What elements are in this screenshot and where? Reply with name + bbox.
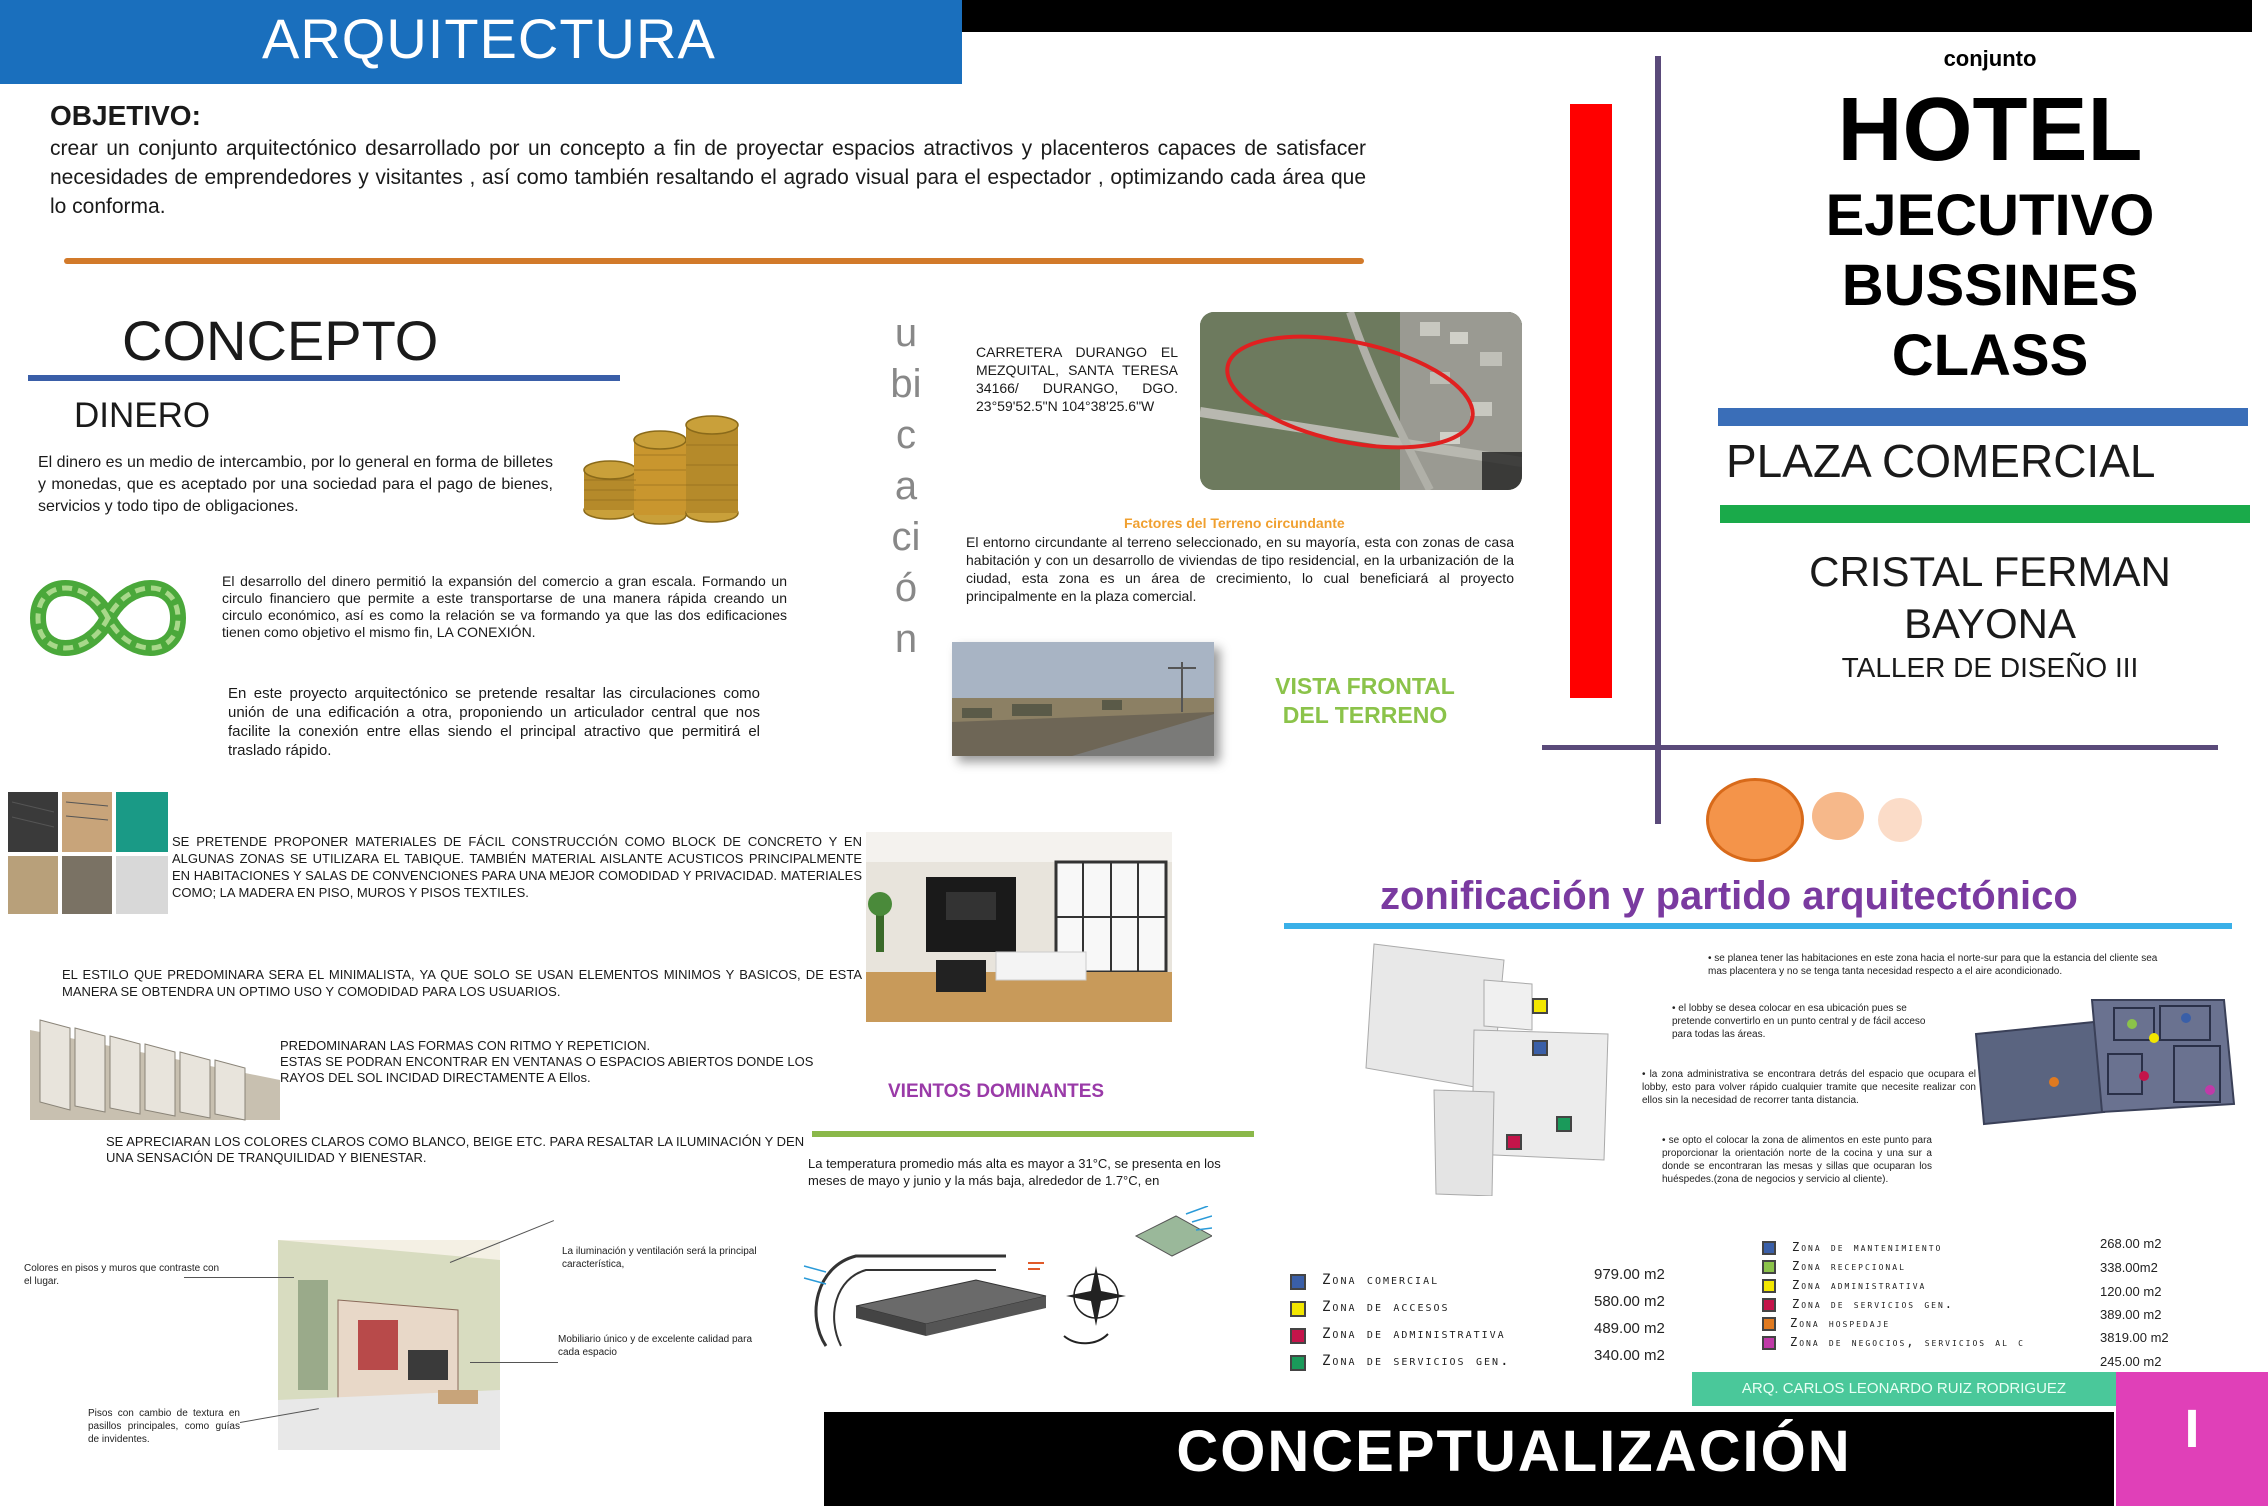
- vertical-divider-line: [1655, 56, 1661, 824]
- zoning-sketch-diagram: [1364, 940, 1624, 1196]
- ubicacion-letter: a: [894, 464, 918, 508]
- zone-marker-administrativa: [1506, 1134, 1522, 1150]
- horizontal-divider-line: [1542, 745, 2218, 750]
- hotel-title-line2: EJECUTIVO: [1825, 183, 2155, 248]
- legend-label: Zona de mantenimiento: [1792, 1240, 1943, 1254]
- coins-image: [580, 415, 750, 530]
- ubicacion-letter: u: [894, 311, 918, 355]
- note-leader: [184, 1277, 294, 1278]
- legend-row: [1762, 1335, 2182, 1369]
- zoning-bullet-text: se planea tener las habitaciones en este zona hacia el norte-sur para que la estancia del cliente sea mas placentera y no se tenga tanta necesidad respecto a el aire acondicionado.: [1708, 953, 2158, 977]
- decorative-circle: [1706, 778, 1804, 862]
- legend-value: 3819.00 m2: [2100, 1330, 2169, 1345]
- vientos-text: La temperatura promedio más alta es mayor a 31°C, se presenta en los meses de mayo y junio y la más baja, alrededor de 1.7°C, en: [808, 1156, 1221, 1188]
- legend-label: Zona recepcional: [1792, 1259, 1906, 1273]
- legend-label: Zona de administrativa: [1322, 1326, 1506, 1342]
- money-infinity-icon: [28, 568, 188, 668]
- zone-marker-accesos: [1532, 998, 1548, 1014]
- formas-text: PREDOMINARAN LAS FORMAS CON RITMO Y REPETICION. ESTAS SE PODRAN ENCONTRAR EN VENTANAS O ESPACIOS ABIERTOS DONDE LOS RAYOS DEL SOL INCIDAD DIRECTAMENTE A Ellos.: [280, 1038, 814, 1085]
- objetivo-text: crear un conjunto arquitectónico desarrollado por un concepto a fin de proyectar espacios atractivos y placenteros capaces de satisfacer necesidades de emprendedores y visitantes , así como también resaltando el agrado visual para el espectador , optimizando cada área que lo conforma.: [50, 137, 1366, 218]
- legend-swatch: [1762, 1336, 1776, 1350]
- zone-marker-comercial: [1532, 1040, 1548, 1056]
- frontal-view-image: [952, 642, 1214, 756]
- legend-swatch: [1762, 1279, 1776, 1293]
- author-name-line2: BAYONA: [1904, 600, 2076, 647]
- zoning-legend-1: [1290, 1266, 1680, 1380]
- rhythm-facade-image: [30, 1010, 280, 1130]
- colores-text: SE APRECIARAN LOS COLORES CLAROS COMO BLANCO, BEIGE ETC. PARA RESALTAR LA ILUMINACIÓN Y DEN UNA SENSACIÓN DE TRANQUILIDAD Y BIENESTAR.: [106, 1134, 805, 1165]
- concepto-underline: [28, 375, 620, 381]
- legend-value: 120.00 m2: [2100, 1284, 2162, 1299]
- red-accent-bar: [1570, 104, 1612, 698]
- zone-marker-servicios: [1556, 1116, 1572, 1132]
- legend-label: Zona de servicios gen.: [1792, 1297, 1955, 1311]
- conjunto-label: conjunto: [1943, 46, 2037, 71]
- legend-value: 340.00 m2: [1594, 1347, 1665, 1364]
- objetivo-divider: [64, 258, 1364, 264]
- zoning-bullet: • el lobby se desea colocar en esa ubicación pues se pretende convertirlo en un punto central y de fácil acceso para todas las áreas.: [1672, 1003, 1926, 1040]
- legend-swatch: [1762, 1317, 1776, 1331]
- zoning-bullet-text: la zona administrativa se encontrara detrás del espacio que ocupara el lobby, esto para volver rápido cualquier tramite que necesite realizar con ellos sin la necesidad de recorrer tanta distancia.: [1642, 1069, 1976, 1106]
- decorative-circle: [1812, 792, 1864, 840]
- legend-swatch: [1290, 1328, 1306, 1344]
- page-number: I: [2184, 1399, 2200, 1459]
- note-pisos: Pisos con cambio de textura en pasillos principales, como guías de invidentes.: [88, 1408, 240, 1445]
- legend-value: 389.00 m2: [2100, 1307, 2162, 1322]
- materials-samples-image: [8, 792, 168, 914]
- header-title: ARQUITECTURA: [262, 7, 716, 70]
- objetivo-heading: OBJETIVO:: [50, 100, 201, 131]
- note-iluminacion: La iluminación y ventilación será la principal característica,: [562, 1246, 757, 1270]
- materiales-text: SE PRETENDE PROPONER MATERIALES DE FÁCIL CONSTRUCCIÓN COMO BLOCK DE CONCRETO Y EN ALGUNAS ZONAS SE UTILIZARA EL TABIQUE. TAMBIÉN MATERIAL AISLANTE ACUSTICOS PRINCIPALMENTE EN HABITACIONES Y SALAS DE CONVENCIONES PARA UNA MEJOR COMODIDAD Y PRIVACIDAD. MATERIALES COMO; LA MADERA EN PISO, MUROS Y PISOS TEXTILES.: [172, 834, 862, 900]
- zoning-bullet-text: se opto el colocar la zona de alimentos en este punto para proporcionar la orientación norte de la cocina y una sur a donde se encontraran las mesas y sillas que ocuparan los huéspedes.(zona de negocios y servicio al cliente).: [1662, 1135, 1932, 1185]
- legend-swatch: [1290, 1274, 1306, 1290]
- living-room-image: [866, 832, 1172, 1022]
- factores-title: Factores del Terreno circundante: [1124, 515, 1345, 531]
- site-address: CARRETERA DURANGO EL MEZQUITAL, SANTA TERESA 34166/ DURANGO, DGO. 23°59'52.5"N 104°38'25.6"W: [976, 344, 1178, 414]
- ubicacion-letter: bi: [890, 362, 922, 406]
- wind-diagram: [796, 1206, 1212, 1356]
- ubicacion-letter: ó: [894, 566, 918, 610]
- legend-swatch: [1290, 1301, 1306, 1317]
- ubicacion-letter: ci: [891, 515, 921, 559]
- dinero-desarrollo-text: El desarrollo del dinero permitió la expansión del comercio a gran escala. Formando un circulo financiero que permite a este transportarse de una manera rápida creando un circulo económico, así es como la relación se va formando ya que las dos edificaciones tienen como objetivo el mismo fin, LA CONEXIÓN.: [222, 573, 787, 640]
- concepto-heading: CONCEPTO: [122, 309, 439, 372]
- author-name-line1: CRISTAL FERMAN: [1809, 548, 2171, 595]
- legend-swatch: [1762, 1298, 1776, 1312]
- legend-swatch: [1762, 1260, 1776, 1274]
- hotel-title-line3: BUSSINES: [1841, 253, 2139, 318]
- plaza-top-bar: [1718, 408, 2248, 426]
- legend-value: 268.00 m2: [2100, 1236, 2162, 1251]
- legend-swatch: [1762, 1241, 1776, 1255]
- legend-value: 338.00m2: [2100, 1260, 2158, 1275]
- zoning-bullet: • se opto el colocar la zona de alimentos en este punto para proporcionar la orientación norte de la cocina y una sur a donde se encontraran las mesas y sillas que ocuparan los huéspedes.(zona de negocios y servicio al cliente).: [1662, 1135, 1932, 1185]
- satellite-map-image: [1200, 312, 1522, 490]
- ubicacion-letter: n: [894, 617, 918, 661]
- legend-row: [1762, 1297, 2182, 1322]
- legend-label: Zona de servicios gen.: [1322, 1353, 1511, 1369]
- factores-text: El entorno circundante al terreno seleccionado, en su mayoría, esta con zonas de casa habitación y con un desarrollo de viviendas de tipo residencial, en la urbanización de la ciudad, esta zona es un área de crecimiento, lo cual beneficiará al proyecto principalmente en la plaza comercial.: [966, 534, 1514, 604]
- plaza-bottom-bar: [1720, 505, 2250, 523]
- vista-frontal-label: VISTA FRONTAL DEL TERRENO: [1275, 673, 1455, 728]
- professor-badge: ARQ. CARLOS LEONARDO RUIZ RODRIGUEZ: [1692, 1372, 2116, 1406]
- legend-value: 580.00 m2: [1594, 1293, 1665, 1310]
- hotel-title-line4: CLASS: [1891, 323, 2089, 388]
- zoning-bullet: • la zona administrativa se encontrara detrás del espacio que ocupara el lobby, esto para volver rápido cualquier tramite que necesite realizar con ellos sin la necesidad de recorrer tanta distancia.: [1642, 1069, 1976, 1106]
- dinero-heading: DINERO: [74, 396, 211, 435]
- zoning-bullet-text: el lobby se desea colocar en esa ubicación pues se pretende convertirlo en un punto central y de fácil acceso para todas las áreas.: [1672, 1003, 1926, 1040]
- legend-label: Zona de negocios, servicios al c: [1790, 1335, 2025, 1349]
- decorative-circle: [1878, 798, 1922, 842]
- hotel-title: HOTEL: [1837, 80, 2143, 180]
- footer-title: CONCEPTUALIZACIÓN: [1176, 1419, 1852, 1484]
- dinero-text: El dinero es un medio de intercambio, por lo general en forma de billetes y monedas, que es aceptado por una sociedad para el pago de bienes, servicios y todo tipo de obligaciones.: [38, 454, 553, 515]
- legend-value: 489.00 m2: [1594, 1320, 1665, 1337]
- ubicacion-vertical-title: [884, 308, 928, 665]
- note-leader: [470, 1362, 558, 1363]
- legend-row: [1762, 1236, 2182, 1259]
- zonificacion-underline: [1284, 923, 2232, 929]
- vientos-title: VIENTOS DOMINANTES: [888, 1081, 1105, 1102]
- zoning-bullet: • se planea tener las habitaciones en este zona hacia el norte-sur para que la estancia del cliente sea mas placentera y no se tenga tanta necesidad respecto a el aire acondicionado.: [1708, 953, 2158, 977]
- legend-value: 245.00 m2: [2100, 1354, 2162, 1369]
- legend-swatch: [1290, 1355, 1306, 1371]
- legend-label: Zona hospedaje: [1790, 1316, 1891, 1330]
- vientos-divider: [812, 1131, 1254, 1137]
- note-colores: Colores en pisos y muros que contraste con el lugar.: [24, 1263, 220, 1287]
- course-label: TALLER DE DISEÑO III: [1841, 652, 2139, 683]
- legend-row: [1762, 1259, 2182, 1278]
- note-mobiliario: Mobiliario único y de excelente calidad para cada espacio: [558, 1334, 753, 1358]
- ubicacion-letter: c: [896, 413, 916, 457]
- legend-label: Zona de accesos: [1322, 1299, 1450, 1315]
- interior-render-image: [278, 1240, 500, 1450]
- zoning-plan-diagram: [1974, 994, 2250, 1130]
- plaza-comercial-label: PLAZA COMERCIAL: [1726, 435, 2156, 487]
- estilo-text: EL ESTILO QUE PREDOMINARA SERA EL MINIMALISTA, YA QUE SOLO SE USAN ELEMENTOS MINIMOS Y BASICOS, DE ESTA MANERA SE OBTENDRA UN OPTIMO USO Y COMODIDAD PARA LOS USUARIOS.: [62, 967, 862, 999]
- legend-label: Zona administrativa: [1792, 1278, 1927, 1292]
- legend-row: [1290, 1347, 1680, 1380]
- zonificacion-title: zonificación y partido arquitectónico: [1380, 874, 2078, 918]
- header-black-bar: [962, 0, 2252, 32]
- circulaciones-text: En este proyecto arquitectónico se pretende resaltar las circulaciones como unión de una edificación a otra, proponiendo un articulador central que nos facilite la conexión entre ellas siendo el principal atractivo que permitirá el traslado rápido.: [228, 685, 760, 759]
- zoning-legend-2: [1762, 1236, 2182, 1369]
- legend-value: 979.00 m2: [1594, 1266, 1665, 1283]
- legend-label: Zona comercial: [1322, 1272, 1440, 1288]
- legend-row: [1762, 1278, 2182, 1297]
